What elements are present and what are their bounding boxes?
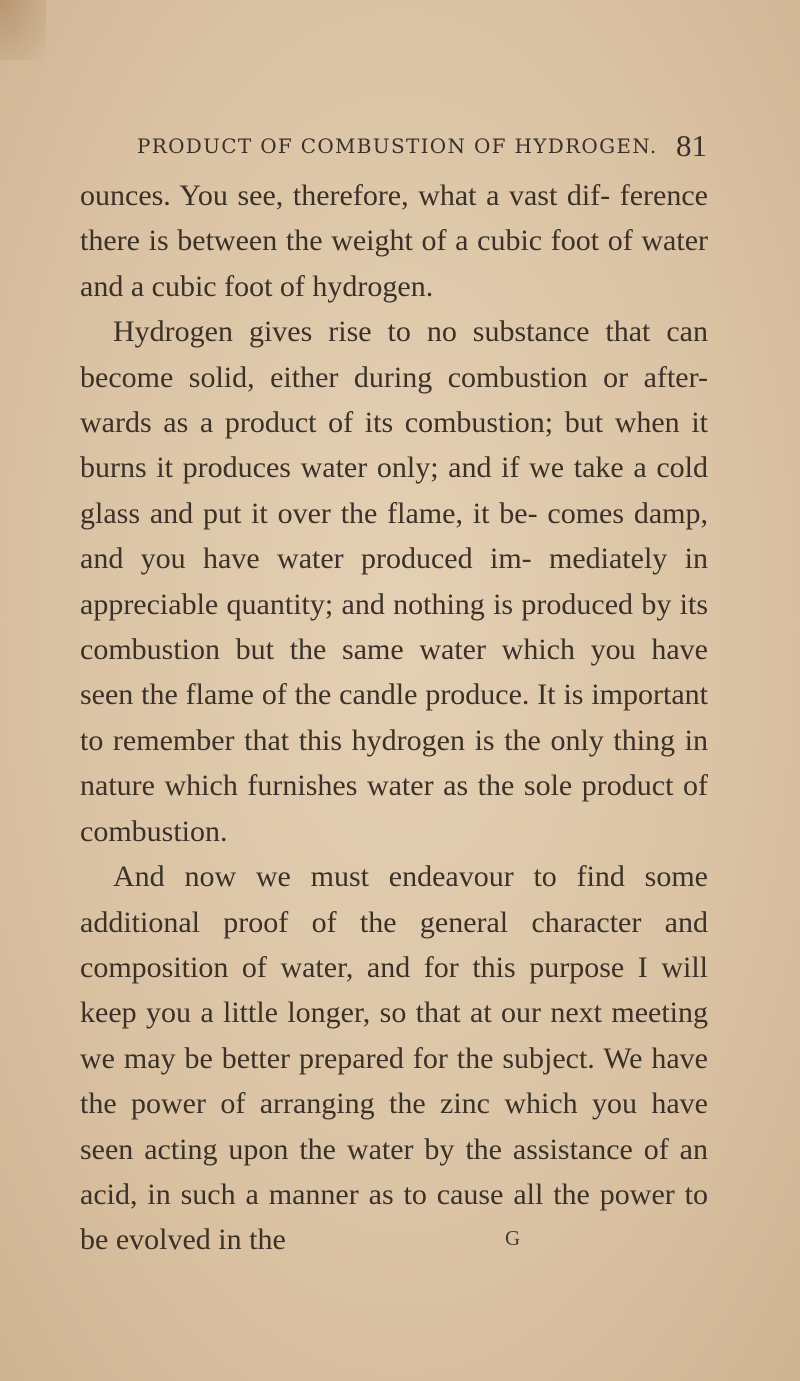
page-number: 81 [676,128,707,163]
body-text [80,173,708,1263]
paragraph-2: Hydrogen gives rise to no substance that can become solid, either during combustion or after- wards as a product of its combustion; but when it burns it produces water only; and if we take a cold glass and put it over the flame, it be- comes damp, and you have water produced im- mediately in appreciable quantity; and nothing is produced by its combustion but the same water which you have seen the flame of the candle produce. It is important to remember that this hydrogen is the only thing in nature which furnishes water as the sole product of combustion. [80,315,708,848]
paragraph-3: And now we must endeavour to find some additional proof of the general character and composition of water, and for this purpose I will keep you a little longer, so that at our next meeting we may be better prepared for the subject. We have the power of arranging the zinc which you have seen acting upon the water by the assistance of an acid, in such a manner as to cause all the power to be evolved in the [80,860,708,1257]
signature-mark: G [505,1226,521,1250]
page-corner-stain [0,0,46,60]
running-title: PRODUCT OF COMBUSTION OF HYDROGEN. [137,134,658,158]
paragraph-1: ounces. You see, therefore, what a vast dif- ference there is between the weight of a cubic foot of water and a cubic foot of hydrogen. [80,179,708,303]
running-head [137,128,707,162]
